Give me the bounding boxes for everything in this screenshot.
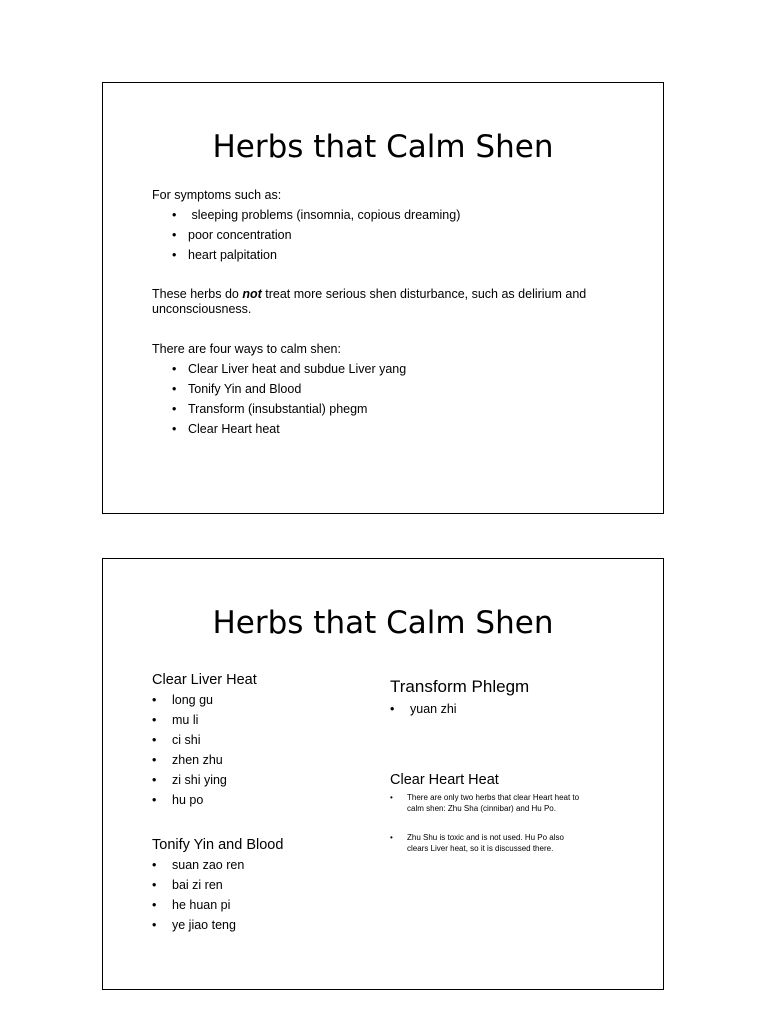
list-item: • zi shi ying: [152, 770, 257, 790]
list-item: • suan zao ren: [152, 855, 283, 875]
heart-section: [390, 772, 586, 872]
list-item: • Tonify Yin and Blood: [152, 379, 632, 399]
slide-1: [102, 82, 664, 514]
list-item: • hu po: [152, 790, 257, 810]
list-item: • zhen zhu: [152, 750, 257, 770]
list-item: • There are only two herbs that clear Heart heat to calm shen: Zhu Sha (cinnibar) and Hu Po.: [390, 792, 586, 814]
ways-list: [152, 359, 632, 439]
list-item: • Clear Liver heat and subdue Liver yang: [152, 359, 632, 379]
section-heading: Tonify Yin and Blood: [152, 837, 284, 853]
list-item: • ci shi: [152, 730, 257, 750]
heart-list: [390, 792, 586, 854]
section-heading: Transform Phlegm: [390, 677, 530, 696]
slide-1-title: Herbs that Calm Shen: [212, 129, 554, 165]
list-item: • mu li: [152, 710, 257, 730]
phlegm-list: [390, 699, 529, 719]
disturbance-note: [152, 287, 632, 317]
ways-intro: There are four ways to calm shen:: [152, 342, 341, 356]
list-item: • heart palpitation: [152, 245, 632, 265]
note-text: treat more serious shen disturbance, such as delirium and unconsciousness.: [152, 287, 590, 316]
clear-liver-section: [152, 672, 257, 810]
slide-1-body: [152, 185, 632, 439]
note-emphasis: not: [242, 287, 262, 301]
list-item: • sleeping problems (insomnia, copious dreaming): [152, 205, 632, 225]
list-item: • Clear Heart heat: [152, 419, 632, 439]
slide-2: [102, 558, 664, 990]
list-item: • Transform (insubstantial) phegm: [152, 399, 632, 419]
tonify-list: [152, 855, 283, 935]
list-item: • long gu: [152, 690, 257, 710]
tonify-section: [152, 837, 283, 935]
list-item: • bai zi ren: [152, 875, 283, 895]
section-heading: Clear Liver Heat: [152, 672, 257, 688]
list-item: • ye jiao teng: [152, 915, 283, 935]
clear-liver-list: [152, 690, 257, 810]
list-item: • he huan pi: [152, 895, 283, 915]
phlegm-section: [390, 677, 529, 719]
list-item: • Zhu Shu is toxic and is not used. Hu Po also clears Liver heat, so it is discussed there.: [390, 832, 586, 854]
slide-2-title: Herbs that Calm Shen: [212, 605, 554, 641]
symptoms-intro: For symptoms such as:: [152, 188, 282, 202]
list-item: • poor concentration: [152, 225, 632, 245]
section-heading: Clear Heart Heat: [390, 772, 499, 788]
note-text: These herbs do: [152, 287, 243, 301]
symptoms-list: [152, 205, 632, 265]
list-item: • yuan zhi: [390, 699, 529, 719]
